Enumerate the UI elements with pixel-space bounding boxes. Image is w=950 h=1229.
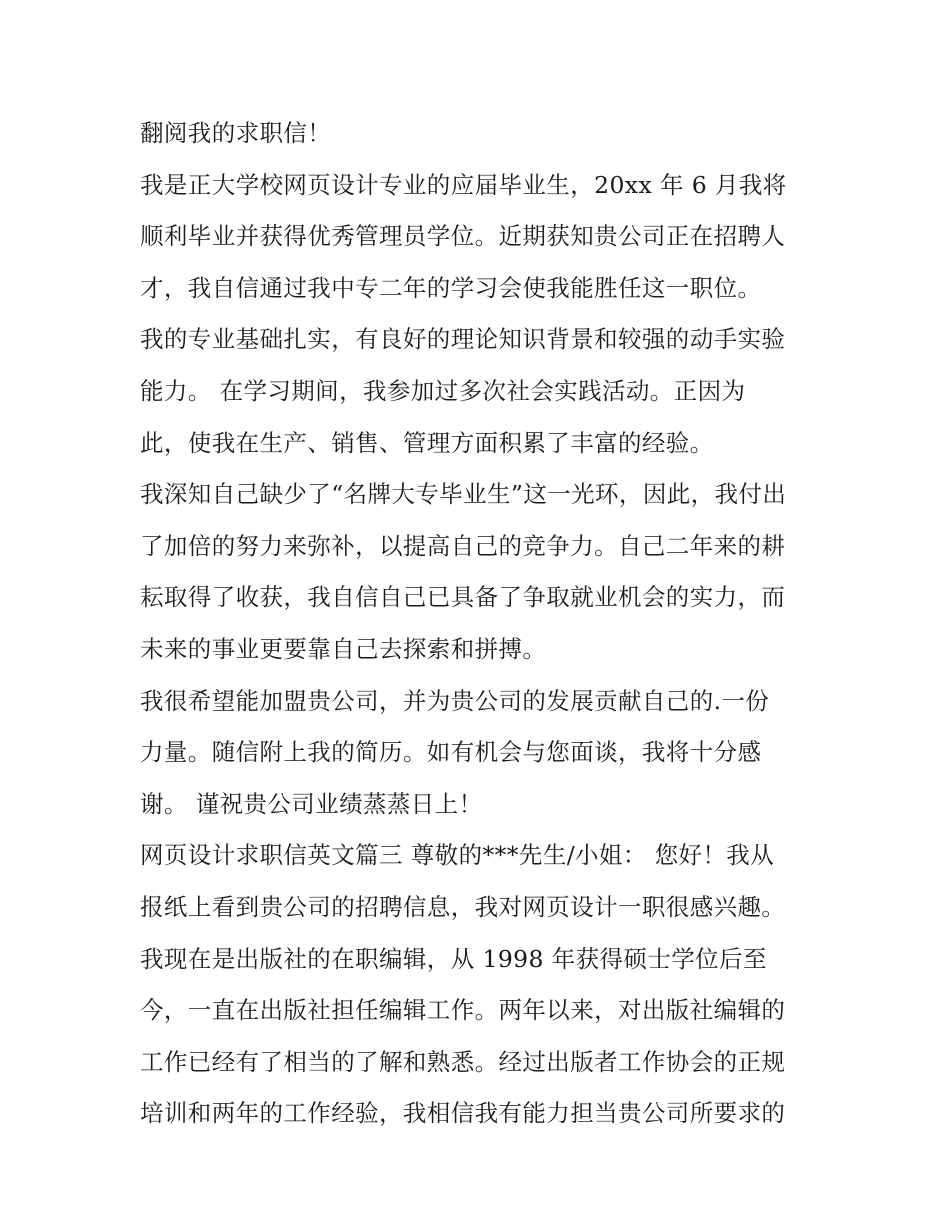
text-line: 能力。 在学习期间，我参加过多次社会实践活动。正因为 — [140, 376, 746, 405]
text-line: 谢。 谨祝贵公司业绩蒸蒸日上！ — [140, 789, 483, 818]
text-line: 翻阅我的求职信！ — [140, 119, 332, 147]
text-line: 顺利毕业并获得优秀管理员学位。近期获知贵公司正在招聘人 — [140, 222, 786, 251]
text-line: 我是正大学校网页设计专业的应届毕业生，20xx 年 6 月我将 — [140, 170, 787, 199]
text-line: 力量。随信附上我的简历。如有机会与您面谈，我将十分感 — [140, 738, 762, 767]
text-line: 我很希望能加盟贵公司，并为贵公司的发展贡献自己的.一份 — [140, 686, 770, 715]
text-line: 报纸上看到贵公司的招聘信息，我对网页设计一职很感兴趣。 — [140, 892, 786, 921]
text-line: 网页设计求职信英文篇三 尊敬的***先生/小姐： 您好！我从 — [140, 841, 775, 870]
text-line: 我现在是出版社的在职编辑，从 1998 年获得硕士学位后至 — [140, 944, 767, 973]
text-line: 了加倍的努力来弥补，以提高自己的竞争力。自己二年来的耕 — [140, 531, 786, 560]
text-line: 才，我自信通过我中专二年的学习会使我能胜任这一职位。 — [140, 273, 762, 302]
letter-body — [140, 108, 830, 1140]
text-line: 此，使我在生产、销售、管理方面积累了丰富的经验。 — [140, 428, 714, 457]
text-line: 今，一直在出版社担任编辑工作。两年以来，对出版社编辑的 — [140, 996, 786, 1025]
text-line: 工作已经有了相当的了解和熟悉。经过出版者工作协会的正规 — [140, 1047, 786, 1076]
text-line: 培训和两年的工作经验，我相信我有能力担当贵公司所要求的 — [140, 1099, 786, 1128]
text-line: 我深知自己缺少了“名牌大专毕业生”这一光环，因此，我付出 — [140, 480, 787, 509]
text-line: 未来的事业更要靠自己去探索和拼搏。 — [140, 634, 547, 663]
text-line: 我的专业基础扎实，有良好的理论知识背景和较强的动手实验 — [140, 325, 786, 354]
text-line: 耘取得了收获，我自信自己已具备了争取就业机会的实力，而 — [140, 583, 786, 612]
